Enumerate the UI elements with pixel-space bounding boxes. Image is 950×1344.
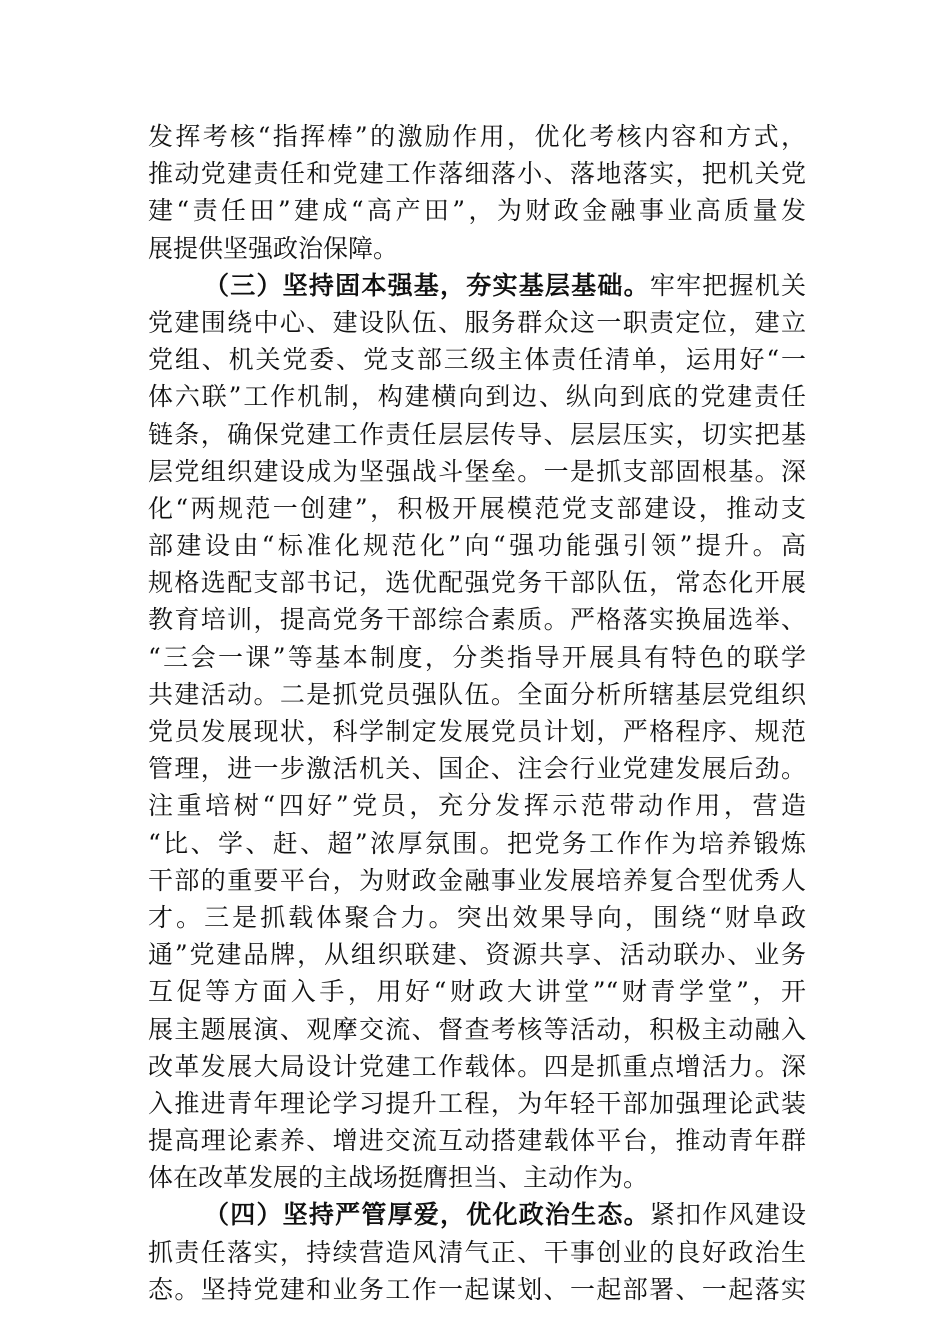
text-line: 才。三是抓载体聚合力。突出效果导向，围绕“财阜政 <box>148 902 806 932</box>
text-line: 链条，确保党建工作责任层层传导、层层压实，切实把基 <box>148 419 806 449</box>
text-line: 展提供坚强政治保障。 <box>148 233 399 263</box>
text-line: “比、学、赶、超”浓厚氛围。把党务工作作为培养锻炼 <box>148 828 806 858</box>
text-line: 提高理论素养、增进交流互动搭建载体平台，推动青年群 <box>148 1126 806 1156</box>
text-line: 共建活动。二是抓党员强队伍。全面分析所辖基层党组织 <box>148 679 806 709</box>
section-three-lead-text: 牢牢把握机关 <box>649 270 806 300</box>
text-line: 体在改革发展的主战场挺膺担当、主动作为。 <box>148 1163 649 1193</box>
section-four-first-line <box>148 1196 806 1233</box>
text-line: 规格选配支部书记，选优配强党务干部队伍，常态化开展 <box>148 568 806 598</box>
text-line: 抓责任落实，持续营造风清气正、干事创业的良好政治生 <box>148 1237 806 1267</box>
text-line: 体六联”工作机制，构建横向到边、纵向到底的党建责任 <box>148 382 806 412</box>
text-line: “三会一课”等基本制度，分类指导开展具有特色的联学 <box>148 642 806 672</box>
text-line: 党建围绕中心、建设队伍、服务群众这一职责定位，建立 <box>148 307 806 337</box>
text-line: 推动党建责任和党建工作落细落小、落地落实，把机关党 <box>148 159 806 189</box>
text-line: 管理，进一步激活机关、国企、注会行业党建发展后劲。 <box>148 754 806 784</box>
text-line: 态。坚持党建和业务工作一起谋划、一起部署、一起落实 <box>148 1274 806 1304</box>
text-line: 党员发展现状，科学制定发展党员计划，严格程序、规范 <box>148 717 806 746</box>
text-line: 展主题展演、观摩交流、督查考核等活动，积极主动融入 <box>148 1014 806 1044</box>
text-line: 互促等方面入手，用好“财政大讲堂”“财青学堂”，开 <box>148 977 806 1007</box>
section-four-heading: （四）坚持严管厚爱，优化政治生态。 <box>204 1200 650 1230</box>
text-line: 入推进青年理论学习提升工程，为年轻干部加强理论武装 <box>148 1088 806 1118</box>
text-line: 层党组织建设成为坚强战斗堡垒。一是抓支部固根基。深 <box>148 456 806 486</box>
text-line: 化“两规范一创建”，积极开展模范党支部建设，推动支 <box>148 493 806 523</box>
document-body <box>148 118 806 1308</box>
text-line: 注重培树“四好”党员，充分发挥示范带动作用，营造 <box>148 791 806 821</box>
text-line: 干部的重要平台，为财政金融事业发展培养复合型优秀人 <box>148 865 806 895</box>
section-three-first-line <box>148 267 806 304</box>
text-line: 改革发展大局设计党建工作载体。四是抓重点增活力。深 <box>148 1051 806 1081</box>
section-four-lead-text: 紧扣作风建设 <box>649 1200 806 1230</box>
text-line: 建“责任田”建成“高产田”，为财政金融事业高质量发 <box>148 196 806 226</box>
text-line: 教育培训，提高党务干部综合素质。严格落实换届选举、 <box>148 605 806 635</box>
section-three-heading: （三）坚持固本强基，夯实基层基础。 <box>204 270 650 300</box>
text-line: 党组、机关党委、党支部三级主体责任清单，运用好“一 <box>148 345 806 375</box>
text-line: 部建设由“标准化规范化”向“强功能强引领”提升。高 <box>148 531 806 561</box>
text-line: 发挥考核“指挥棒”的激励作用，优化考核内容和方式， <box>148 122 806 151</box>
text-line: 通”党建品牌，从组织联建、资源共享、活动联办、业务 <box>148 940 806 970</box>
